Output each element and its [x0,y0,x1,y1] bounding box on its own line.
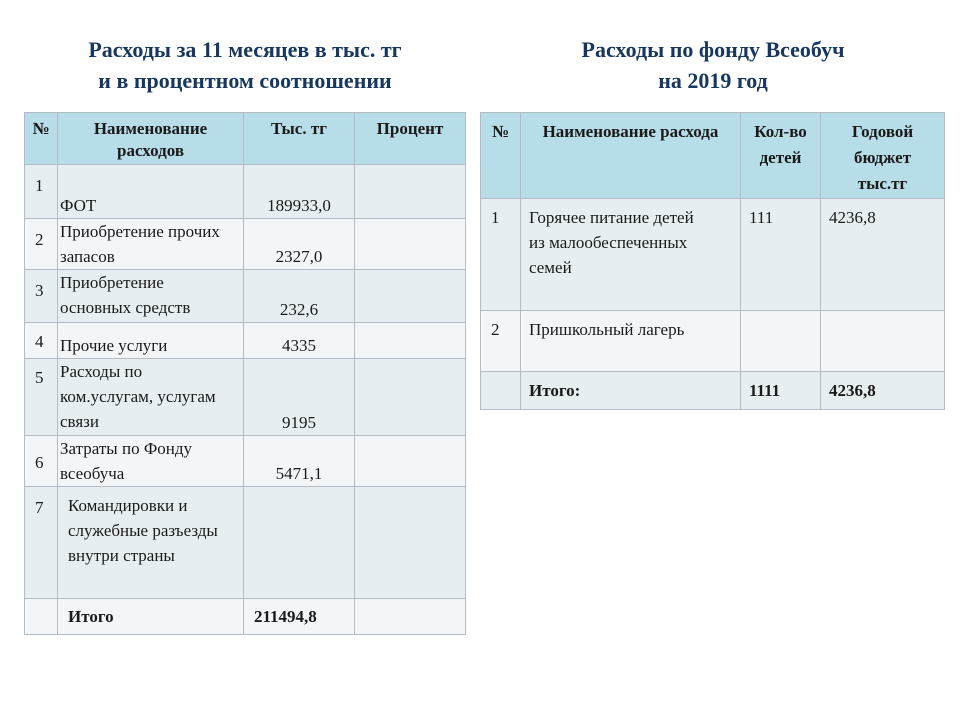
table-row [25,436,466,487]
row-budget: 4236,8 [821,199,945,311]
header-num: № [481,113,521,199]
row-value: 2327,0 [244,219,355,270]
total-percent [355,599,466,635]
table-row [25,359,466,436]
table-row [25,270,466,323]
row-num: 2 [481,311,521,372]
header-name: Наименование расхода [521,113,741,199]
left-title-line1: Расходы за 11 месяцев в тыс. тг [88,37,402,62]
table-row [481,311,945,372]
vseobuch-fund-table [480,112,945,410]
total-row [481,372,945,410]
header-annual-budget: Годовой бюджет тыс.тг [821,113,945,199]
row-value: 189933,0 [244,165,355,219]
row-num: 7 [25,487,58,599]
row-percent [355,219,466,270]
row-percent [355,323,466,359]
row-name: Расходы по ком.услугам, услугам связи [58,359,244,436]
row-num: 4 [25,323,58,359]
total-row [25,599,466,635]
row-num: 6 [25,436,58,487]
row-name: Приобретение основных средств [58,270,244,323]
row-num: 2 [25,219,58,270]
row-percent [355,487,466,599]
row-name: Прочие услуги [58,323,244,359]
row-name: ФОТ [58,165,244,219]
right-table-title [478,34,948,96]
total-label: Итого [58,599,244,635]
table-row [25,487,466,599]
row-name: Затраты по Фонду всеобуча [58,436,244,487]
row-value [244,487,355,599]
header-num: № [25,113,58,165]
table-row [25,323,466,359]
table-row [25,219,466,270]
row-name: Горячее питание детей из малообеспеченных семей [521,199,741,311]
left-table-title [20,34,470,96]
total-value: 211494,8 [244,599,355,635]
table-header-row [25,113,466,165]
row-value: 4335 [244,323,355,359]
right-title-line1: Расходы по фонду Всеобуч [581,37,845,62]
total-label: Итого: [521,372,741,410]
total-budget: 4236,8 [821,372,945,410]
row-name: Приобретение прочих запасов [58,219,244,270]
row-percent [355,436,466,487]
row-name: Пришкольный лагерь [521,311,741,372]
row-num: 1 [481,199,521,311]
row-value: 9195 [244,359,355,436]
header-percent: Процент [355,113,466,165]
total-num [481,372,521,410]
expenses-11-months-table [24,112,466,635]
table-row [25,165,466,219]
row-children: 111 [741,199,821,311]
row-value: 232,6 [244,270,355,323]
row-num: 5 [25,359,58,436]
row-num: 1 [25,165,58,219]
total-children: 1111 [741,372,821,410]
row-name: Командировки и служебные разъезды внутри страны [58,487,244,599]
right-title-line2: на 2019 год [658,68,768,93]
left-title-line2: и в процентном соотношении [98,68,392,93]
total-num [25,599,58,635]
header-children-count: Кол-во детей [741,113,821,199]
row-percent [355,165,466,219]
row-percent [355,270,466,323]
row-budget [821,311,945,372]
header-name: Наименование расходов [58,113,244,165]
table-header-row [481,113,945,199]
table-row [481,199,945,311]
row-children [741,311,821,372]
header-thousand-tg: Тыс. тг [244,113,355,165]
row-value: 5471,1 [244,436,355,487]
row-percent [355,359,466,436]
row-num: 3 [25,270,58,323]
